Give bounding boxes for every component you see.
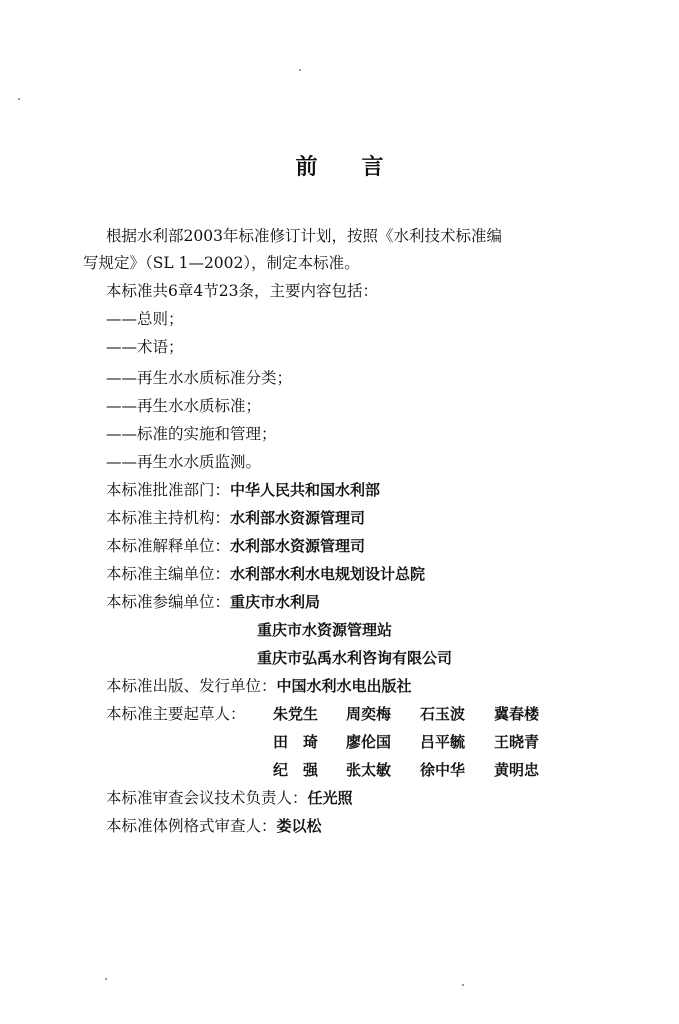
participant-unit: 重庆市水资源管理站: [257, 621, 393, 639]
approval-value: 中华人民共和国水利部: [230, 481, 381, 499]
reviewer-tech-label: 本标准审查会议技术负责人：: [106, 789, 308, 807]
participant-unit: 重庆市弘禹水利咨询有限公司: [257, 649, 453, 667]
interpretation-value: 水利部水资源管理司: [230, 537, 366, 555]
drafter-name: 徐中华: [420, 761, 466, 779]
drafter-name: 吕平毓: [420, 733, 466, 751]
interpretation-line: [106, 536, 365, 556]
host-label: 本标准主持机构：: [106, 509, 231, 527]
publisher-label: 本标准出版、发行单位：: [106, 677, 277, 695]
drafter-name: 廖伦国: [346, 733, 392, 751]
interpretation-label: 本标准解释单位：: [106, 537, 231, 555]
list-item: ——标准的实施和管理；: [106, 425, 277, 443]
drafter-name: 张太敏: [346, 761, 392, 779]
scan-speck: [105, 978, 107, 980]
scan-speck: [462, 984, 464, 986]
publisher-line: [106, 676, 412, 696]
title-char-1: 前: [295, 155, 318, 180]
scan-speck: [18, 98, 20, 100]
intro-line-2: 写规定》（SL 1—2002），制定本标准。: [83, 254, 360, 272]
chief-editor-label: 本标准主编单位：: [106, 565, 231, 583]
host-value: 水利部水资源管理司: [230, 509, 366, 527]
reviewer-tech-line: [106, 788, 353, 808]
drafters-label: 本标准主要起草人：: [106, 705, 246, 723]
chief-editor-value: 水利部水利水电规划设计总院: [230, 565, 426, 583]
drafter-name: 石玉波: [420, 705, 466, 723]
participants-line: [106, 592, 320, 612]
list-item: ——再生水水质标准；: [106, 397, 262, 415]
participant-unit: 重庆市水利局: [230, 593, 321, 611]
list-item: ——再生水水质监测。: [106, 453, 262, 471]
chief-editor-line: [106, 564, 425, 584]
drafter-name: 纪 强: [273, 761, 319, 779]
page-title: [0, 150, 679, 181]
list-item: ——再生水水质标准分类；: [106, 369, 293, 387]
scan-speck: [299, 69, 301, 71]
approval-line: [106, 480, 380, 500]
drafter-name: 朱党生: [273, 705, 319, 723]
reviewer-format-value: 娄以松: [276, 817, 322, 835]
drafter-name: 冀春楼: [494, 705, 540, 723]
contents-intro: 本标准共6章4节23条，主要内容包括：: [106, 282, 378, 300]
drafter-name: 黄明忠: [494, 761, 540, 779]
approval-label: 本标准批准部门：: [106, 481, 231, 499]
intro-line-1: 根据水利部2003年标准修订计划，按照《水利技术标准编: [106, 227, 502, 245]
host-line: [106, 508, 365, 528]
drafter-name: 田 琦: [273, 733, 319, 751]
drafter-name: 周奕梅: [346, 705, 392, 723]
list-item: ——总则；: [106, 310, 184, 328]
publisher-value: 中国水利水电出版社: [276, 677, 412, 695]
participants-label: 本标准参编单位：: [106, 593, 231, 611]
drafter-name: 王晓青: [494, 733, 540, 751]
reviewer-format-label: 本标准体例格式审查人：: [106, 817, 277, 835]
reviewer-tech-value: 任光照: [307, 789, 353, 807]
title-char-2: 言: [361, 155, 384, 180]
list-item: ——术语；: [106, 338, 184, 356]
reviewer-format-line: [106, 816, 322, 836]
